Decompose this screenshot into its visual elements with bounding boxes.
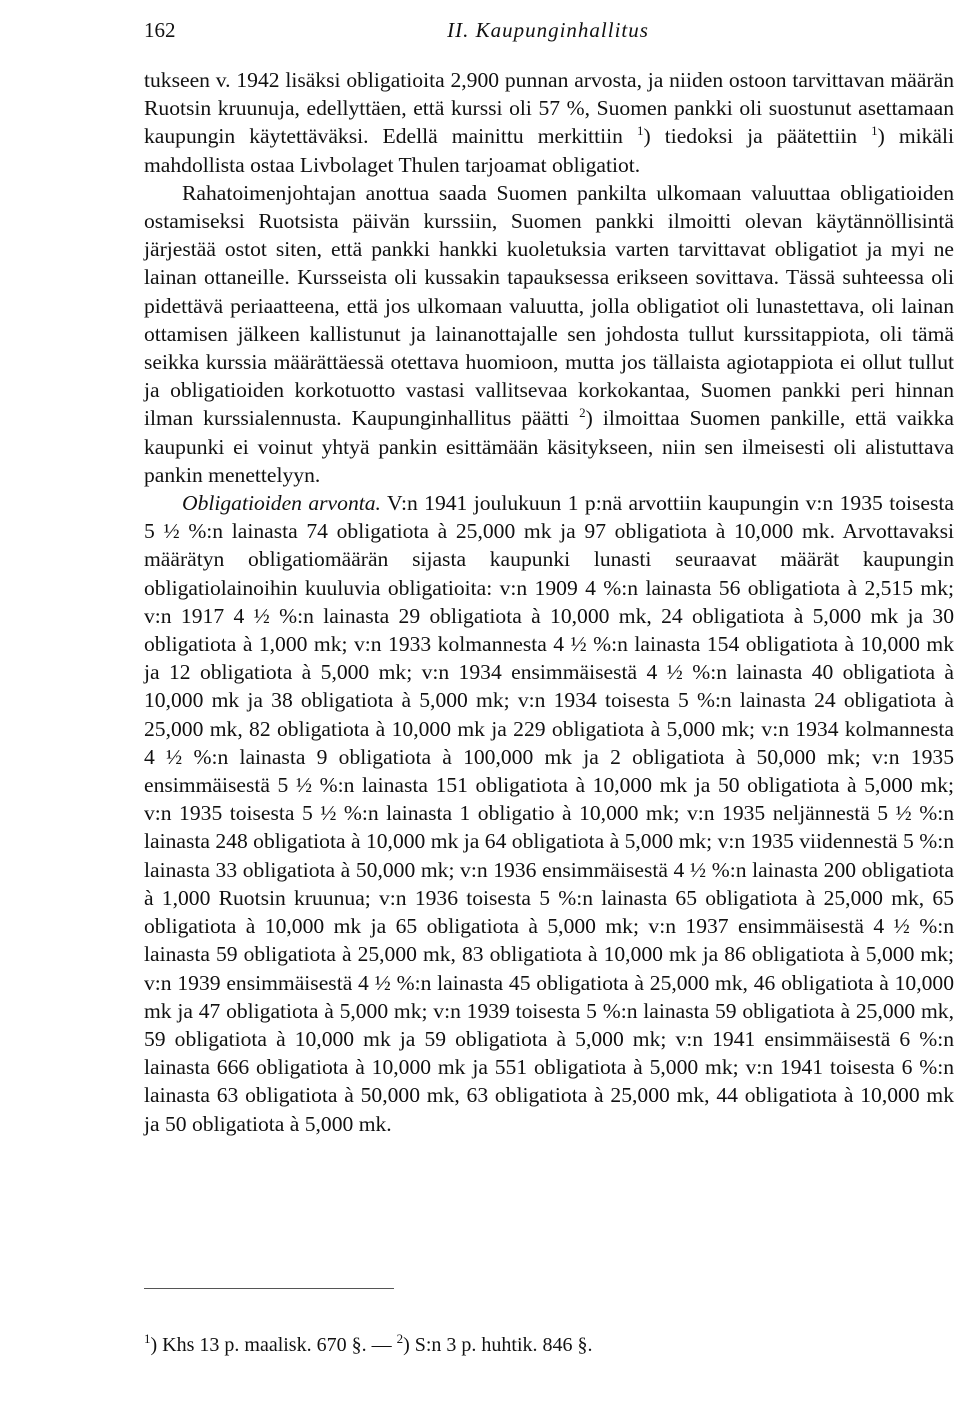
page-number: 162 xyxy=(144,18,176,42)
paragraph-2-text-b: ) ilmoittaa Suomen pankille, että vaikka kaupunki ei voinut yhtyä pankin esittämään käsitykseen, niin sen ilmeisesti oli alistuttava pankin menettelyyn. xyxy=(144,406,954,487)
footnote-divider xyxy=(144,1288,394,1289)
running-head: II. Kaupunginhallitus xyxy=(447,18,649,42)
paragraph-3 xyxy=(144,489,954,1138)
paragraph-1 xyxy=(144,66,954,179)
body-text xyxy=(144,66,954,1138)
footnote-1-text: ) Khs 13 p. maalisk. 670 §. — xyxy=(150,1334,392,1356)
paragraph-1-text-b: ) tiedoksi ja päätettiin xyxy=(643,124,858,149)
footnote-ref-1: 1 xyxy=(636,123,644,139)
paragraph-1-text: tukseen v. 1942 lisäksi obligatioita 2,900 punnan arvosta, ja niiden ostoon tarvittavan määrän Ruotsin kruunuja, edellyttäen, että kurssi oli 57 %, Suomen pankki oli suostunut asettamaan kaupungin käytettäväksi. Edellä mainittu merkittiin xyxy=(144,68,954,149)
section-heading-obligation-draw: Obligatioiden arvonta. xyxy=(182,491,381,516)
footnote-2-mark: 2 xyxy=(396,1331,404,1346)
page-header xyxy=(144,12,952,48)
paragraph-1-text-c: ) mikäli mahdollista ostaa Livbolaget Thulen tarjoamat obligatiot. xyxy=(144,124,955,177)
footnote-ref-1b: 1 xyxy=(871,123,878,139)
paragraph-3-text: V:n 1941 joulukuun 1 p:nä arvottiin kaupungin v:n 1935 toisesta 5 ½ %:n lainasta 74 obligatiota à 25,000 mk ja 97 obligatiota à 10,000 mk. Arvottavaksi määrätyn obligatiomäärän sijasta kaupunki lunasti seuraavat määrät kaupungin obligatiolainoihin kuuluvia obligatioita: v:n 1909 4 %:n lainasta 56 obligatiota à 2,515 mk; v:n 1917 4 ½ %:n lainasta 29 obligatiota à 10,000 mk, 24 obligatiota à 5,000 mk ja 30 obligatiota à 1,000 mk; v:n 1933 kolmannesta 4 ½ %:n lainasta 154 obligatiota à 10,000 mk ja 12 obligatiota à 5,000 mk; v:n 1934 ensimmäisestä 4 ½ %:n lainasta 40 obligatiota à 10,000 mk ja 38 obligatiota à 5,000 mk; v:n 1934 toisesta 5 %:n lainasta 24 obligatiota à 25,000 mk, 82 obligatiota à 10,000 mk ja 229 obligatiota à 5,000 mk; v:n 1934 kolmannesta 4 ½ %:n lainasta 9 obligatiota à 100,000 mk ja 2 obligatiota à 50,000 mk; v:n 1935 ensimmäisestä 5 ½ %:n lainasta 151 obligatiota à 10,000 mk ja 50 obligatiota à 5,000 mk; v:n 1935 toisesta 5 ½ %:n lainasta 1 obligatio à 10,000 mk; v:n 1935 neljännestä 5 ½ %:n lainasta 248 obligatiota à 10,000 mk ja 64 obligatiota à 5,000 mk; v:n 1935 viidennestä 5 %:n lainasta 33 obligatiota à 50,000 mk; v:n 1936 ensimmäisestä 4 ½ %:n lainasta 200 obligatiota à 1,000 Ruotsin kruunua; v:n 1936 toisesta 5 %:n lainasta 65 obligatiota à 25,000 mk, 65 obligatiota à 10,000 mk ja 65 obligatiota à 5,000 mk; v:n 1937 ensimmäisestä 4 ½ %:n lainasta 59 obligatiota à 25,000 mk, 83 obligatiota à 10,000 mk ja 86 obligatiota à 5,000 mk; v:n 1939 ensimmäisestä 4 ½ %:n lainasta 45 obligatiota à 25,000 mk, 46 obligatiota à 10,000 mk ja 47 obligatiota à 5,000 mk; v:n 1939 toisesta 5 %:n lainasta 59 obligatiota à 25,000 mk, 59 obligatiota à 10,000 mk ja 59 obligatiota à 5,000 mk; v:n 1941 ensimmäisestä 6 %:n lainasta 666 obligatiota à 10,000 mk ja 551 obligatiota à 5,000 mk; v:n 1941 toisesta 6 %:n lainasta 63 obligatiota à 50,000 mk, 63 obligatiota à 25,000 mk, 44 obligatiota à 10,000 mk ja 50 obligatiota à 5,000 mk. xyxy=(144,491,954,1136)
footnotes xyxy=(144,1332,954,1358)
footnote-1-mark: 1 xyxy=(144,1331,151,1346)
paragraph-2-text: Rahatoimenjohtajan anottua saada Suomen pankilta ulkomaan valuuttaa obligatioiden ostamiseksi Ruotsista päivän kurssiin, Suomen pankki ilmoitti olevan käytännöllisintä järjestää ostot siten, että pankki hankki kuoletuksia varten tarvittavat obligatiot ja myi ne lainan ottaneille. Kursseista oli kussakin tapauksessa erikseen sovittava. Tässä suhteessa oli pidettävä periaatteena, että jos ulkomaan valuutta, jolla obligatiot oli lunastettava, oli lainan ottamisen jälkeen kallistunut ja lainanottajalle sen johdosta tullut kurssitappiota, oli tämä seikka kurssia määrättäessä otettava huomioon, mutta jos tällaista agiotappiota ei ollut tullut ja obligatioiden korkotuotto vastasi vallitsevaa korkokantaa, Suomen pankki peri hinnan ilman kurssialennusta. Kaupunginhallitus päätti xyxy=(144,180,954,431)
paragraph-2 xyxy=(144,179,954,489)
footnote-2-text: ) S:n 3 p. huhtik. 846 §. xyxy=(403,1334,593,1356)
footnote-ref-2: 2 xyxy=(579,405,586,421)
